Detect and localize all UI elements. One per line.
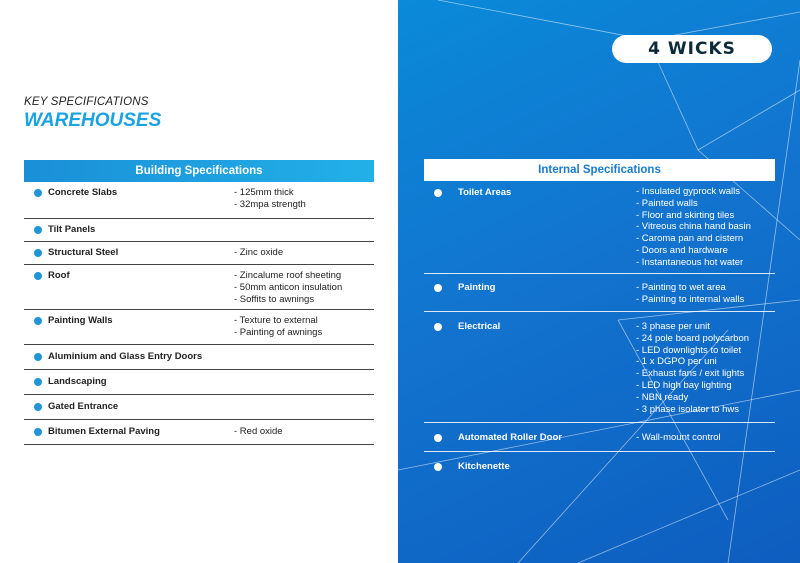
bullet-icon (34, 353, 42, 361)
spec-detail: - Zincalume roof sheeting (234, 270, 342, 281)
spec-detail: - 125mm thick (234, 187, 294, 198)
spec-detail: - Zinc oxide (234, 247, 284, 258)
spec-name: Structural Steel (48, 247, 119, 258)
spec-details (234, 315, 322, 339)
spec-row-concrete-slabs (24, 182, 374, 219)
spec-details (234, 270, 342, 306)
spec-name: Toilet Areas (458, 187, 512, 198)
spec-row-tilt-panels (24, 219, 374, 242)
spec-detail: - Texture to external (234, 315, 318, 326)
spec-details (234, 187, 306, 211)
spec-detail: - Exhaust fans / exit lights (636, 368, 745, 380)
spec-detail: - LED high bay lighting (636, 379, 732, 391)
building-specifications-header: Building Specifications (24, 160, 374, 182)
spec-row-kitchenette (424, 452, 775, 478)
spec-detail: - Painted walls (636, 197, 698, 209)
spec-row-structural-steel (24, 242, 374, 265)
spec-detail: - Soffits to awnings (234, 294, 315, 305)
bullet-icon (434, 463, 442, 471)
building-spec-page (0, 0, 398, 563)
spec-detail: - Insulated gyprock walls (636, 186, 741, 197)
spec-detail: - 32mpa strength (234, 199, 306, 210)
spec-name: Bitumen External Paving (48, 426, 160, 437)
internal-specifications-table (424, 159, 775, 478)
spec-row-landscaping (24, 370, 374, 395)
spec-name: Gated Entrance (48, 401, 119, 412)
spec-detail: - 3 phase per unit (636, 321, 710, 332)
building-specifications-table (24, 160, 374, 445)
spec-name: Concrete Slabs (48, 187, 118, 198)
spec-detail: - Caroma pan and cistern (636, 233, 744, 245)
bullet-icon (434, 434, 442, 442)
spec-row-painting (424, 274, 775, 312)
spec-row-electrical (424, 312, 775, 423)
key-specifications-label: KEY SPECIFICATIONS (24, 96, 149, 108)
spec-detail: - 3 phase isolator to hws (636, 403, 739, 415)
spec-detail: - Red oxide (234, 426, 283, 437)
spec-row-bitumen-paving (24, 420, 374, 445)
logo-text: 4 WICKS (648, 39, 736, 59)
four-wicks-logo (612, 35, 772, 63)
spec-detail: - 24 pole board polycarbon (636, 332, 750, 344)
bullet-icon (434, 189, 442, 197)
spec-details (636, 321, 749, 415)
spec-detail: - Instantaneous hot water (636, 256, 744, 268)
bullet-icon (34, 403, 42, 411)
spec-detail: - Painting to wet area (636, 282, 726, 293)
bullet-icon (34, 428, 42, 436)
spec-name: Kitchenette (458, 461, 510, 472)
spec-name: Electrical (458, 321, 501, 332)
spec-row-gated-entrance (24, 395, 374, 420)
bullet-icon (434, 284, 442, 292)
spec-detail: - Vitreous china hand basin (636, 221, 751, 233)
spec-details (636, 186, 751, 269)
spec-name: Aluminium and Glass Entry Doors (48, 351, 203, 362)
bullet-icon (34, 226, 42, 234)
spec-name: Tilt Panels (48, 224, 96, 235)
internal-spec-page (398, 0, 800, 563)
spec-details (234, 247, 283, 259)
spec-detail: - Floor and skirting tiles (636, 209, 735, 221)
spec-detail: - LED downlights to toilet (636, 344, 742, 356)
spec-name: Landscaping (48, 376, 107, 387)
spec-details (636, 432, 721, 444)
spec-row-toilet-areas (424, 181, 775, 274)
bullet-icon (434, 323, 442, 331)
internal-specifications-header: Internal Specifications (424, 159, 775, 181)
bullet-icon (34, 272, 42, 280)
spec-details (636, 282, 744, 306)
bullet-icon (34, 249, 42, 257)
spec-detail: - 50mm anticon insulation (234, 282, 343, 293)
bullet-icon (34, 378, 42, 386)
spec-detail: - Painting of awnings (234, 327, 323, 338)
spec-detail: - NBN ready (636, 391, 689, 403)
bullet-icon (34, 189, 42, 197)
spec-row-painting-walls (24, 310, 374, 345)
spec-row-roller-door (424, 423, 775, 452)
bullet-icon (34, 317, 42, 325)
spec-row-entry-doors (24, 345, 374, 370)
spec-row-roof (24, 265, 374, 310)
spec-detail: - 1 x DGPO per uni (636, 356, 717, 368)
warehouses-title: WAREHOUSES (24, 110, 162, 131)
spec-detail: - Wall-mount control (636, 432, 721, 443)
spec-name: Roof (48, 270, 70, 281)
spec-name: Automated Roller Door (458, 432, 562, 443)
spec-name: Painting Walls (48, 315, 113, 326)
spec-detail: - Doors and hardware (636, 244, 728, 256)
spec-detail: - Painting to internal walls (636, 293, 745, 305)
spec-name: Painting (458, 282, 496, 293)
spec-details (234, 426, 283, 438)
